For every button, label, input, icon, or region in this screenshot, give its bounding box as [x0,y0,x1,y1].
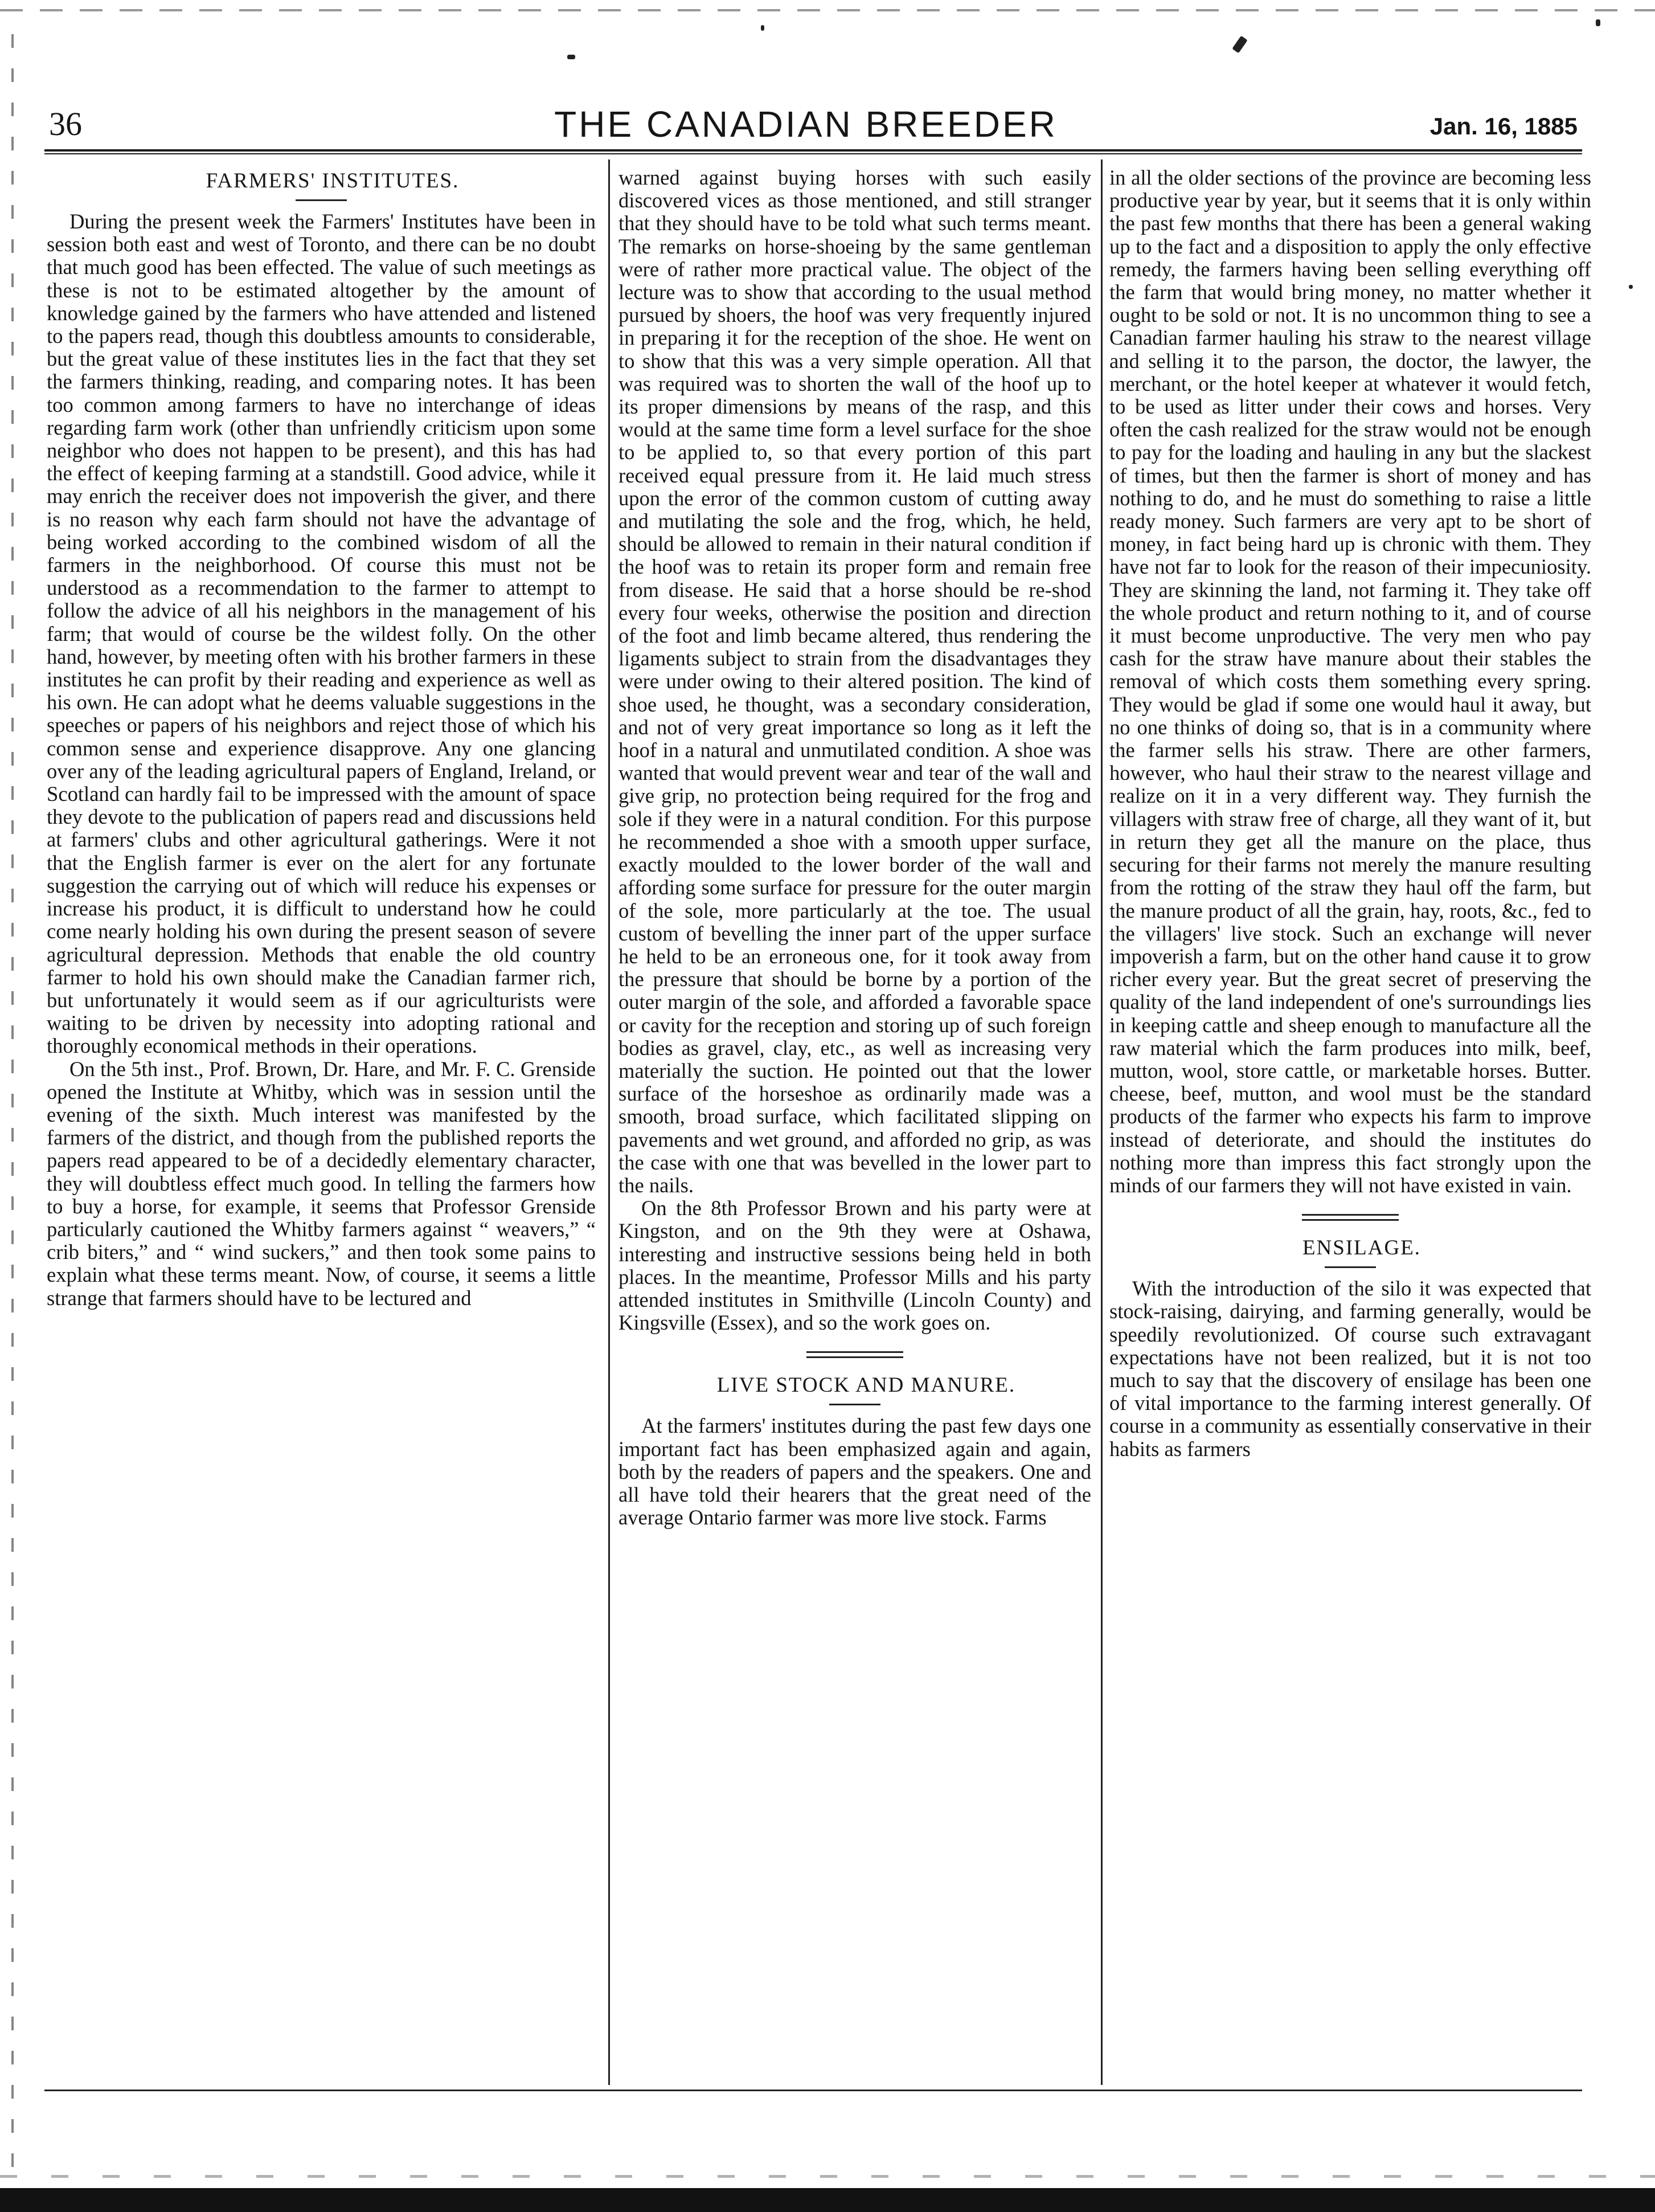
scan-left-artifact [11,34,14,2176]
masthead [34,101,1578,147]
article-paragraph: With the introduction of the silo it was expected that stock-raising, dairying, and farming generally, would be speedily revolutionized. Of course such extravagant expectations have not been realized, but it is not too much to say that the discovery of ensilage has been one of vital importance to the farming interest generally. Of course in a community as essentially conservative in their habits as farmers [1109,1277,1591,1461]
article-separator [806,1351,903,1358]
header-rule [44,149,1582,154]
scan-top-artifact [0,9,1655,11]
heading-rule [1325,1266,1376,1268]
article-paragraph: During the present week the Farmers' Institutes have been in session both east and west of Toronto, and there can be no doubt that much good has been effected. The value of such meetings as these is not to be estimated altogether by the amount of knowledge gained by the farmers who have attended and listened to the papers read, though this doubtless amounts to considerable, but the great value of these institutes lies in the fact that they set the farmers thinking, reading, and comparing notes. It has been too common among farmers to have no interchange of ideas regarding farm work (other than unfriendly criticism upon some neighbor who does not happen to be present), and this has had the effect of keeping farming at a standstill. Good advice, while it may enrich the receiver does not impoverish the giver, and there is no reason why each farm should not have the advantage of being worked according to the combined wisdom of all the farmers in the neighborhood. Of course this must not be understood as a recommendation to the farmer to attempt to follow the advice of all his neighbors in the management of his farm; that would of course be the wildest folly. On the other hand, however, by meeting often with his brother farmers in these institutes he can profit by their reading and experience as well as his own. He can adopt what he deems valuable suggestions in the speeches or papers of his neighbors and reject those of which his common sense and experience disapprove. Any one glancing over any of the leading agricultural papers of England, Ireland, or Scotland can hardly fail to be impressed with the amount of space they devote to the publication of papers read and discussions held at farmers' clubs and other agricultural gatherings. Were it not that the English farmer is ever on the alert for any fortunate suggestion the carrying out of which will reduce his expenses or increase his product, it is difficult to understand how he could come nearly holding his own during the present season of severe agricultural depression. Methods that enable the old country farmer to hold his own should make the Canadian farmer rich, but unfortunately it would seem as if our agriculturists were waiting to be driven by necessity into adopting rational and thoroughly economical methods in their operations. [47,210,596,1058]
heading-rule [829,1404,880,1405]
issue-date: Jan. 16, 1885 [1429,113,1578,140]
article-heading: FARMERS' INSTITUTES. [206,169,460,193]
page-number: 36 [49,105,82,142]
scan-bottom-band [0,2188,1655,2212]
ink-speck [1596,19,1600,26]
article-paragraph: At the farmers' institutes during the past few days one important fact has been emphasized again and again, both by the readers of papers and the speakers. One and all have told their hearers that the great need of the average Ontario farmer was more live stock. Farms [618,1414,1091,1530]
article-paragraph: On the 5th inst., Prof. Brown, Dr. Hare, and Mr. F. C. Grenside opened the Institute at Whitby, which was in session until the evening of the sixth. Much interest was manifested by the farmers of the district, and though from the published reports the papers read appeared to be of a decidedly elementary character, they will doubtless effect much good. In telling the farmers how to buy a horse, for example, it seems that Professor Grenside particularly cautioned the Whitby farmers against “ weavers,” “ crib biters,” and “ wind suckers,” and then took some pains to explain what these terms meant. Now, of course, it seems a little strange that farmers should have to be lectured and [47,1057,596,1310]
footer-rule [44,2090,1582,2091]
heading-rule [296,199,347,201]
column-2 [618,166,1091,2086]
ink-speck [1629,285,1633,289]
scan-bottom-artifact [0,2175,1655,2178]
column-divider [608,160,610,2085]
column-divider [1101,160,1103,2085]
article-paragraph: On the 8th Professor Brown and his party were at Kingston, and on the 9th they were at Oshawa, interesting and instructive sessions being held in both places. In the meantime, Professor Mills and his party attended institutes in Smithville (Lincoln County) and Kingsville (Essex), and so the work goes on. [618,1196,1091,1335]
ink-speck [1232,36,1248,54]
ink-speck [567,55,575,59]
column-3 [1109,166,1591,2086]
ink-speck [761,25,764,31]
article-paragraph-continued: in all the older sections of the province are becoming less productive year by year, but it seems that it is only within the past few months that there has been a general waking up to the fact and a disposition to apply the only effective remedy, the farmers having been selling everything off the farm that would bring money, no matter whether it ought to be sold or not. It is no uncommon thing to see a Canadian farmer hauling his straw to the nearest village and selling it to the parson, the doctor, the lawyer, the merchant, or the hotel keeper at whatever it would fetch, to be used as litter under their cows and horses. Very often the cash realized for the straw would not be enough to pay for the loading and hauling in any but the slackest of times, but then the farmer is short of money and has nothing to do, and he must do something to raise a little ready money. Such farmers are very apt to be short of money, in fact being hard up is chronic with them. They have not far to look for the reason of their impecuniosity. They are skinning the land, not farming it. They take off the whole product and return nothing to it, and of course it must become unproductive. The very men who pay cash for the straw have manure about their stables the removal of which costs them something every spring. They would be glad if some one would haul it away, but no one thinks of doing so, that is in a community where the farmer sells his straw. There are other farmers, however, who haul their straw to the nearest village and realize on it in a very different way. They furnish the villagers with straw free of charge, all they want of it, but in return they get all the manure on the place, thus securing for their farms not merely the manure resulting from the rotting of the straw they haul off the farm, but the manure product of all the grain, hay, roots, &c., fed to the villagers' live stock. Such an exchange will never impoverish a farm, but on the other hand cause it to grow richer every year. But the great secret of preserving the quality of the land independent of one's surroundings lies in keeping cattle and sheep enough to manufacture all the raw material which the farm produces into milk, beef, mutton, wool, store cattle, or marketable horses. Butter. cheese, beef, mutton, and wool must be the standard products of the farmer who expects his farm to improve instead of deteriorate, and should the institutes do nothing more than impress this fact strongly upon the minds of our farmers they will not have existed in vain. [1109,166,1591,1197]
article-heading: LIVE STOCK AND MANURE. [716,1373,1016,1397]
column-1 [47,166,596,2086]
article-separator [1302,1214,1399,1221]
article-heading: ENSILAGE. [1302,1236,1422,1260]
newspaper-title: THE CANADIAN BREEDER [554,104,1058,145]
article-paragraph-continued: warned against buying horses with such easily discovered vices as those mentioned, and still stranger that they should have to be told what such terms meant. The remarks on horse-shoeing by the same gentleman were of rather more practical value. The object of the lecture was to show that according to the usual method pursued by shoers, the hoof was very frequently injured in preparing it for the reception of the shoe. He went on to show that this was a very simple operation. All that was required was to shorten the wall of the hoof up to its proper dimensions by means of the rasp, and this would at the same time form a level surface for the shoe to be applied to, so that every portion of this part received equal pressure from it. He laid much stress upon the error of the common custom of cutting away and mutilating the sole and the frog, which, he held, should be allowed to remain in their natural condition if the hoof was to retain its proper form and remain free from disease. He said that a horse should be re-shod every four weeks, otherwise the position and direction of the foot and limb became altered, thus rendering the ligaments subject to strain from the disadvantages they were under owing to their altered position. The kind of shoe used, he thought, was a secondary consideration, and not of very great importance so long as it left the hoof in a natural and unmutilated condition. A shoe was wanted that would prevent wear and tear of the wall and give grip, no protection being required for the frog and sole if they were in a natural condition. For this purpose he recommended a shoe with a smooth upper surface, exactly moulded to the lower border of the wall and affording some surface for pressure for the outer margin of the sole, more particularly at the toe. The usual custom of bevelling the inner part of the upper surface he held to be an erroneous one, for it took away from the pressure that should be borne by a portion of the outer margin of the sole, and afforded a favorable space or cavity for the reception and storing up of such foreign bodies as gravel, clay, etc., as well as increasing very materially the suction. He pointed out that the lower surface of the horseshoe as ordinarily made was a smooth, broad surface, which facilitated slipping on pavements and wet ground, and afforded no grip, as was the case with one that was bevelled in the lower part to the nails. [618,166,1091,1197]
